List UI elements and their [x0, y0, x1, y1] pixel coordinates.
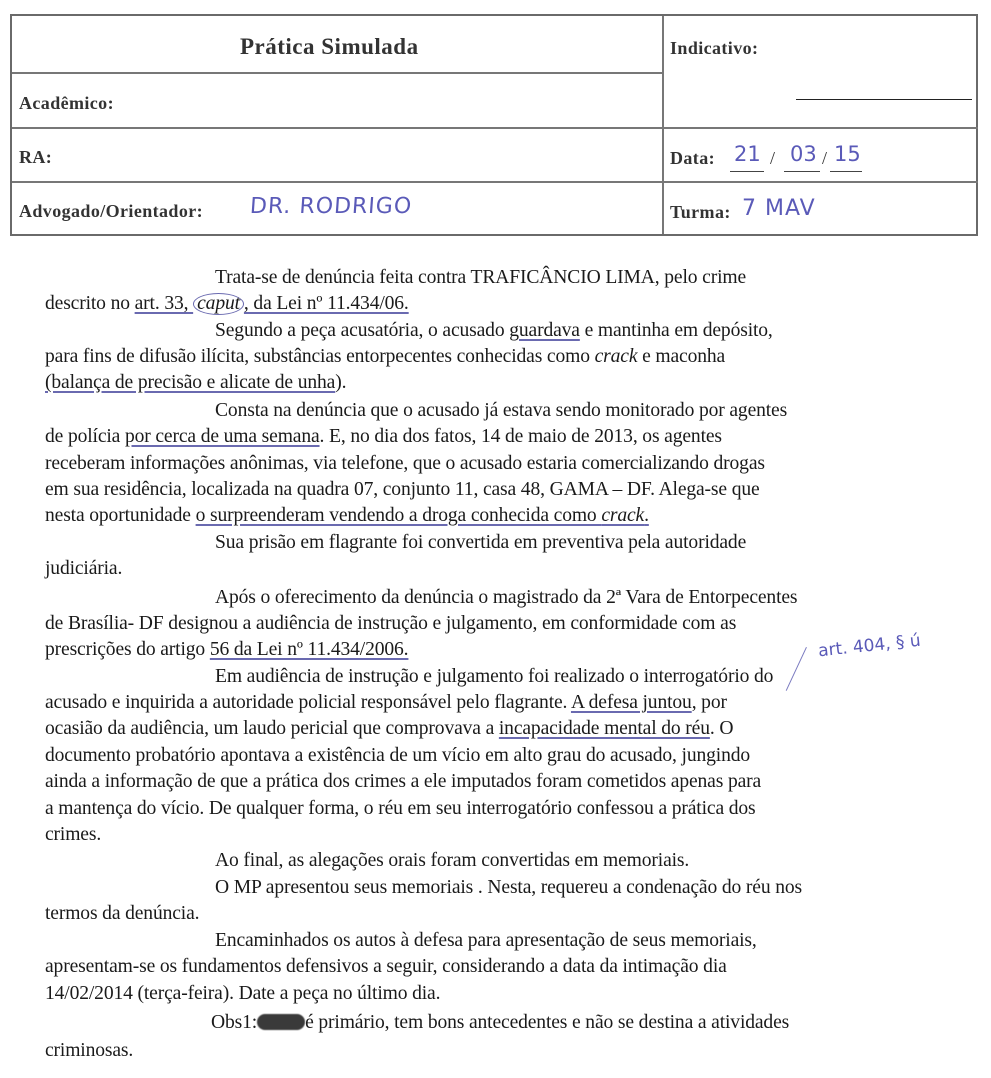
annotation-pointer-stroke: [786, 647, 807, 691]
indicativo-signature-line[interactable]: [796, 99, 972, 100]
paragraph-line: Ao final, as alegações orais foram convertidas em memoriais.: [215, 850, 690, 871]
paragraph-line: receberam informações anônimas, via telefone, que o acusado estaria comercializando drogas: [45, 453, 765, 474]
paragraph-line: crimes.: [45, 824, 102, 845]
advogado-field[interactable]: DR. RODRIGO: [249, 194, 413, 219]
paragraph-line: Sua prisão em flagrante foi convertida em preventiva pela autoridade: [215, 532, 747, 553]
data-day[interactable]: 21: [734, 142, 761, 166]
indicativo-label: Indicativo:: [670, 38, 759, 58]
paragraph-line: termos da denúncia.: [45, 903, 200, 924]
paragraph-line: em sua residência, localizada na quadra 07, conjunto 11, casa 48, GAMA – DF. Alega-se que: [45, 479, 760, 500]
paragraph-line: Obs1: é primário, tem bons antecedentes e não se destina a atividades: [211, 1012, 790, 1033]
data-label: Data:: [670, 148, 715, 168]
paragraph-line: nesta oportunidade o surpreenderam vendendo a droga conhecida como crack.: [45, 505, 649, 526]
ra-label: RA:: [19, 147, 53, 167]
paragraph-line: Encaminhados os autos à defesa para apresentação de seus memoriais,: [215, 930, 757, 951]
margin-annotation: art. 404, § ú: [817, 630, 922, 662]
data-year[interactable]: 15: [834, 142, 861, 166]
paragraph-line: 14/02/2014 (terça-feira). Date a peça no último dia.: [45, 983, 441, 1004]
paragraph-line: Trata-se de denúncia feita contra TRAFICÂNCIO LIMA, pelo crime: [215, 267, 747, 288]
redacted-name: [257, 1014, 305, 1030]
paragraph-line: prescrições do artigo 56 da Lei nº 11.434/2006.: [45, 639, 409, 660]
paragraph-line: apresentam-se os fundamentos defensivos a seguir, considerando a data da intimação dia: [45, 956, 727, 977]
data-day-blank: [730, 171, 764, 172]
ra-field[interactable]: [72, 140, 652, 170]
paragraph-line: Segundo a peça acusatória, o acusado guardava e mantinha em depósito,: [215, 320, 773, 341]
paragraph-line: a mantença do vício. De qualquer forma, o réu em seu interrogatório confessou a prática dos: [45, 798, 756, 819]
paragraph-line: judiciária.: [45, 558, 123, 579]
row-divider: [12, 181, 978, 183]
paragraph-line: para fins de difusão ilícita, substâncias entorpecentes conhecidas como crack e maconha: [45, 346, 726, 367]
column-divider: [662, 16, 664, 234]
paragraph-line: de polícia por cerca de uma semana. E, no dia dos fatos, 14 de maio de 2013, os agentes: [45, 426, 722, 447]
paragraph-line: descrito no art. 33, caput , da Lei nº 11.434/06.: [45, 293, 409, 314]
advogado-label: Advogado/Orientador:: [19, 201, 204, 221]
paragraph-line: Consta na denúncia que o acusado já estava sendo monitorado por agentes: [215, 400, 788, 421]
data-year-blank: [830, 171, 862, 172]
academico-field[interactable]: [152, 86, 652, 116]
paragraph-line: Em audiência de instrução e julgamento foi realizado o interrogatório do: [215, 666, 774, 687]
paragraph-line: acusado e inquirida a autoridade policial responsável pelo flagrante. A defesa juntou, por: [45, 692, 727, 713]
paragraph-line: ocasião da audiência, um laudo pericial que comprovava a incapacidade mental do réu. O: [45, 718, 734, 739]
paragraph-line: O MP apresentou seus memoriais . Nesta, requereu a condenação do réu nos: [215, 877, 802, 898]
turma-label: Turma:: [670, 202, 731, 222]
row-divider: [12, 127, 978, 129]
paragraph-line: Após o oferecimento da denúncia o magistrado da 2ª Vara de Entorpecentes: [215, 587, 798, 608]
paragraph-line: criminosas.: [45, 1040, 134, 1061]
academico-label: Acadêmico:: [19, 93, 114, 113]
paragraph-line: ainda a informação de que a prática dos crimes a ele imputados foram cometidos apenas para: [45, 771, 762, 792]
form-title: Prática Simulada: [240, 34, 419, 59]
row-divider: [12, 72, 662, 74]
turma-field[interactable]: 7 MAV: [742, 196, 816, 221]
paragraph-line: (balança de precisão e alicate de unha).: [45, 372, 347, 393]
data-month[interactable]: 03: [790, 142, 817, 166]
paragraph-line: documento probatório apontava a existência de um vício em alto grau do acusado, jungindo: [45, 745, 751, 766]
data-month-blank: [784, 171, 820, 172]
data-sep: /: [770, 148, 776, 168]
header-form-table: [10, 14, 978, 236]
data-sep: /: [822, 148, 828, 168]
paragraph-line: de Brasília- DF designou a audiência de instrução e julgamento, em conformidade com as: [45, 613, 737, 634]
